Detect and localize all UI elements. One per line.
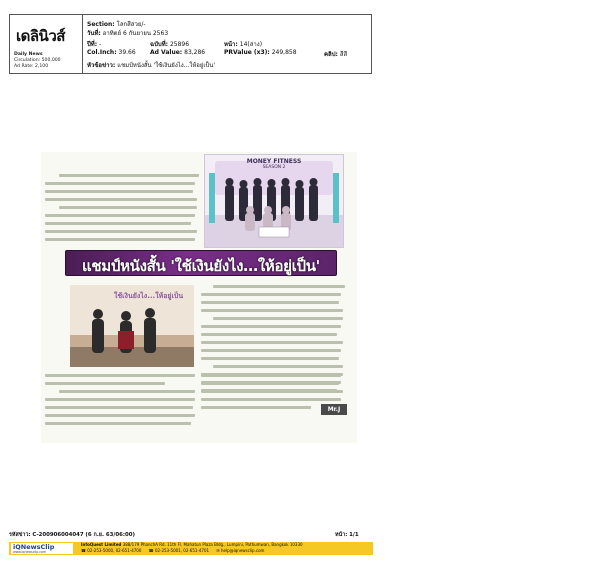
company-address: 388/179 PhanchA Rd. 11th Fl. Mahatun Plaza Bldg., Lumpini, Pathumwan, Bangkok 10330	[122, 542, 303, 547]
company-line	[81, 542, 303, 547]
clipping-header	[9, 14, 372, 74]
text-line	[45, 190, 193, 193]
pr-value-label: PRValue (x3):	[224, 49, 270, 56]
page-field	[224, 39, 262, 49]
text-line	[201, 341, 343, 344]
text-line	[45, 374, 195, 377]
text-line	[213, 365, 343, 368]
pr-value-value: 249,858	[271, 49, 297, 56]
company-name: InfoQuest Limited	[81, 542, 122, 547]
text-line	[45, 398, 195, 401]
section-label: Section:	[87, 21, 115, 28]
date-value: อาทิตย์ 6 กันยายน 2563	[102, 30, 169, 37]
article-clipping	[41, 152, 357, 443]
news-code-label: รหัสข่าว:	[9, 532, 31, 538]
text-line	[45, 214, 195, 217]
email[interactable]: help@iqnewsclip.com	[220, 548, 265, 553]
text-line	[201, 406, 311, 409]
text-line	[201, 333, 337, 336]
presenters-photo	[70, 285, 194, 367]
footer-page-label: หน้า:	[335, 532, 348, 538]
text-line	[45, 422, 191, 425]
issue-value: 25896	[169, 41, 190, 48]
text-line	[201, 390, 343, 393]
pr-value-field	[224, 49, 297, 56]
event-photo-title: MONEY FITNESS	[246, 158, 302, 165]
news-code-date: (6 ก.ย. 63/06:00)	[85, 532, 135, 538]
colinch-label: Col.Inch:	[87, 49, 117, 56]
page-label: หน้า:	[224, 41, 238, 48]
news-code-value: C-200906004047	[32, 532, 84, 538]
phone-2: 02-253-5001, 02-651-4701	[154, 548, 210, 553]
text-line	[201, 301, 339, 304]
date-label: วันที่:	[87, 30, 101, 37]
event-photo	[204, 154, 344, 248]
colinch-value: 39.66	[118, 49, 136, 56]
text-line	[45, 382, 165, 385]
footer-page-value: 1/1	[349, 532, 359, 538]
text-line	[45, 414, 195, 417]
text-line	[201, 398, 341, 401]
footer-bar	[9, 542, 373, 555]
text-line	[201, 374, 341, 377]
text-line	[45, 182, 195, 185]
clip-value: สีสี	[339, 51, 348, 58]
text-line	[213, 285, 345, 288]
text-line	[45, 198, 197, 201]
circulation: Circulation: 500,000	[14, 58, 61, 63]
text-line	[201, 293, 341, 296]
text-line	[213, 317, 343, 320]
ad-rate: Ad Rate: 2,100	[14, 64, 49, 69]
headline-banner	[65, 250, 337, 276]
text-line	[201, 349, 341, 352]
headline-banner-text: แชมป์หนังสั้น 'ใช้เงินยังไง…ให้อยู่เป็น'	[82, 257, 320, 275]
volume-label: ปีที่:	[87, 41, 98, 48]
phone-1: 02-253-5000, 02-651-4700	[87, 548, 142, 553]
text-line	[59, 390, 195, 393]
text-line	[45, 222, 191, 225]
body-text-left	[45, 374, 197, 430]
presenters-photo-caption: ใช้เงินยังไง...ให้อยู่เป็น	[114, 292, 184, 300]
fax-icon: ☎	[148, 548, 154, 553]
brand-site: www.iqnewsclip.com	[13, 550, 47, 554]
volume-field	[87, 39, 101, 49]
footer-page	[335, 531, 359, 539]
issue-field	[150, 39, 189, 49]
frequency: Daily News	[14, 52, 43, 57]
text-line	[59, 206, 197, 209]
publication-logo-box	[10, 15, 83, 73]
text-line	[201, 309, 343, 312]
page-value: 14(ล่าง)	[239, 41, 263, 48]
headline-label: หัวข้อข่าว:	[87, 62, 116, 69]
ad-value-label: Ad Value:	[150, 49, 183, 56]
brand-logo: iQNewsClip	[13, 543, 55, 551]
date-field	[87, 28, 168, 38]
ad-value-field	[150, 49, 205, 56]
volume-value: -	[99, 41, 102, 48]
text-line	[45, 238, 195, 241]
news-code	[9, 531, 135, 539]
text-line	[201, 325, 341, 328]
section-value: โลกสีสวย/-	[116, 21, 146, 28]
text-line	[45, 230, 197, 233]
text-line	[201, 382, 339, 385]
brand-box	[11, 543, 73, 554]
contact-line	[81, 548, 264, 553]
ad-value-value: 83,286	[184, 49, 206, 56]
headline-field	[87, 60, 215, 70]
author-byline: Mr.J	[321, 404, 347, 415]
headline-value: แชมป์หนังสั้น 'ใช้เงินยังไง...ให้อยู่เป็น'	[117, 62, 216, 69]
issue-label: ฉบับที่:	[150, 41, 169, 48]
phone-icon: ☎	[81, 548, 86, 553]
email-icon: ✉	[216, 548, 220, 553]
publication-logo: เดลินิวส์	[16, 27, 65, 45]
clip-label: คลิป:	[324, 51, 338, 58]
clip-field	[324, 49, 347, 59]
event-photo-subtitle: SEASON 2	[262, 165, 286, 170]
colinch-field	[87, 49, 136, 56]
text-line	[59, 174, 199, 177]
text-line	[201, 357, 339, 360]
intro-text-block	[45, 174, 199, 246]
text-line	[45, 406, 193, 409]
